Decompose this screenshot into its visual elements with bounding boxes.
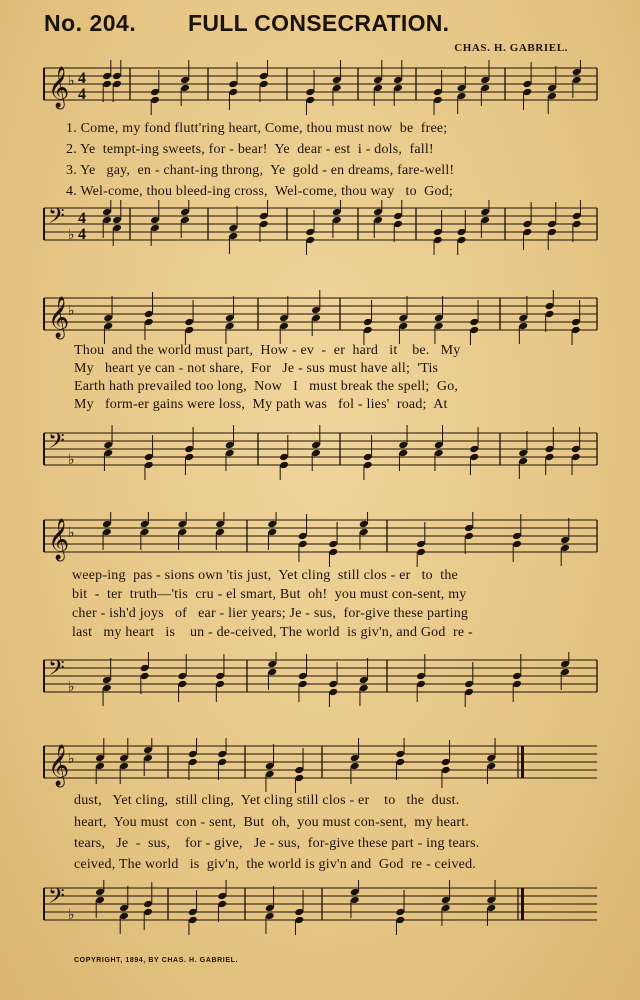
lyric-verse-2: 2. Ye tempt-ing sweets, for - bear! Ye dear - est i - dols, fall! [66, 142, 434, 157]
flat-icon: ♭ [68, 452, 75, 468]
lyric-verse-2: My heart ye can - not share, For Je - sus must have all; 'Tis [74, 361, 439, 376]
lyric-verse-1: 1. Come, my fond flutt'ring heart, Come, thou must now be free; [66, 121, 448, 136]
treble-staff-4 [0, 738, 640, 793]
hymn-title: FULL CONSECRATION. [188, 10, 450, 36]
copyright-notice: COPYRIGHT, 1894, BY CHAS. H. GABRIEL. [74, 957, 239, 964]
treble-clef-icon: 𝄞 [48, 745, 70, 786]
bass-staff-4 [0, 880, 640, 935]
bass-clef-icon: 𝄢 [48, 429, 65, 459]
flat-icon: ♭ [68, 525, 75, 541]
lyric-verse-1: weep-ing pas - sions own 'tis just, Yet cling still clos - er to the [72, 568, 458, 583]
hymn-number: No. 204. [44, 10, 137, 36]
bass-staff-1 [0, 200, 640, 255]
treble-clef-icon: 𝄞 [48, 67, 70, 108]
flat-icon: ♭ [68, 907, 75, 923]
bass-clef-icon: 𝄢 [48, 656, 65, 686]
lyric-verse-4: My form-er gains were loss, My path was fol - lies' road; At [74, 397, 448, 412]
flat-icon: ♭ [68, 751, 75, 767]
lyric-verse-1: Thou and the world must part, How - ev - er hard it be. My [74, 343, 461, 358]
bass-staff-3 [0, 652, 640, 707]
flat-icon: ♭ [68, 303, 75, 319]
treble-clef-icon: 𝄞 [48, 297, 70, 338]
composer-credit: CHAS. H. GABRIEL. [454, 42, 568, 54]
treble-staff-1 [0, 60, 640, 115]
time-signature-icon: 4 [78, 86, 86, 103]
flat-icon: ♭ [68, 73, 75, 89]
treble-staff-3 [0, 512, 640, 567]
lyric-verse-3: Earth hath prevailed too long, Now I must break the spell; Go, [74, 379, 459, 394]
flat-icon: ♭ [68, 679, 75, 695]
treble-clef-icon: 𝄞 [48, 519, 70, 560]
flat-icon: ♭ [68, 227, 75, 243]
lyric-verse-4: last my heart is un - de-ceived, The world is giv'n, and God re - [72, 625, 473, 640]
bass-clef-icon: 𝄢 [48, 204, 65, 234]
lyric-verse-3: 3. Ye gay, en - chant-ing throng, Ye gold - en dreams, fare-well! [66, 163, 455, 178]
bass-clef-icon: 𝄢 [48, 884, 65, 914]
lyric-verse-4: 4. Wel-come, thou bleed-ing cross, Wel-come, thou way to God; [66, 184, 453, 199]
lyric-verse-1: dust, Yet cling, still cling, Yet cling still clos - er to the dust. [74, 793, 460, 808]
time-signature-icon: 4 [78, 70, 86, 87]
barline [521, 888, 524, 920]
lyric-verse-2: bit - ter truth—'tis cru - el smart, But oh! you must con-sent, my [72, 587, 467, 602]
treble-staff-2 [0, 290, 640, 345]
lyric-verse-3: tears, Je - sus, for - give, Je - sus, for-give these part - ing tears. [74, 836, 480, 851]
lyric-verse-2: heart, You must con - sent, But oh, you must con-sent, my heart. [74, 815, 470, 830]
time-signature-icon: 4 [78, 210, 86, 227]
lyric-verse-3: cher - ish'd joys of ear - lier years; Je - sus, for-give these parting [72, 606, 469, 621]
barline [521, 746, 524, 778]
time-signature-icon: 4 [78, 226, 86, 243]
bass-staff-2 [0, 425, 640, 480]
lyric-verse-4: ceived, The world is giv'n, the world is giv'n and God re - ceived. [74, 857, 476, 872]
